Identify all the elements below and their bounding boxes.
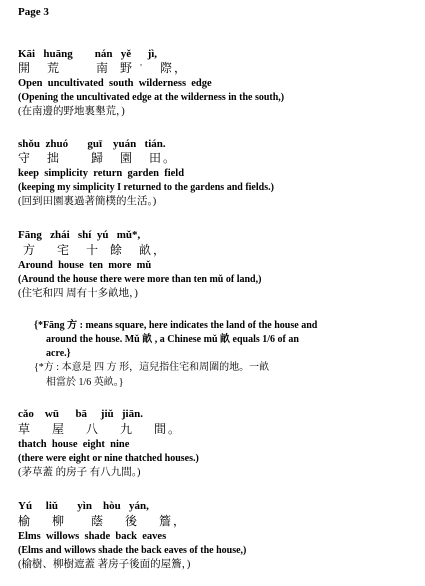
chinese-line: 草 屋 八 九 間。 (18, 422, 183, 436)
english-translation: (Elms and willows shade the back eaves of the house,) (18, 545, 247, 556)
chinese-line: 守 拙 歸 園 田。 (18, 151, 178, 165)
english-gloss-line: keep simplicity return garden field (18, 168, 185, 179)
english-gloss-line: thatch house eight nine (18, 439, 130, 450)
chinese-translation: (住宅和四 周有十多畝地，) (18, 288, 138, 299)
pinyin-line: Yú liǔ yìn hòu yán, (18, 500, 149, 512)
footnote-chinese-2: 相當於 1/6 英畝。} (46, 377, 124, 388)
english-translation: (Around the house there were more than ten mǔ of land,) (18, 274, 262, 285)
english-gloss-line: Around house ten more mǔ (18, 260, 152, 271)
chinese-translation: (回到田園裏過著簡樸的生活。) (18, 196, 157, 207)
pinyin-line: shǒu zhuó guī yuán tián. (18, 138, 166, 150)
chinese-translation: (榆樹、柳樹遮蓋 著房子後面的屋簷，) (18, 559, 191, 570)
footnote-english-1: {*Fāng 方 : means square, here indicates the land of the house and (34, 320, 318, 331)
chinese-translation: (茅草蓋 的房子 有八九間。) (18, 467, 141, 478)
pinyin-line: cǎo wū bā jiǔ jiān. (18, 408, 143, 420)
english-gloss-line: Open uncultivated south wilderness edge (18, 78, 212, 89)
chinese-translation: (在南邊的野地裏墾荒，) (18, 106, 125, 117)
english-translation: (keeping my simplicity I returned to the gardens and fields.) (18, 182, 274, 193)
english-translation: (there were eight or nine thatched houses.) (18, 453, 199, 464)
footnote-english-3: acre.} (46, 348, 71, 359)
footnote-chinese-1: {*方 : 本意是 四 方 形，這兒指住宅和周圍的地。一畝 (34, 362, 270, 373)
chinese-line: 開 荒 南 野 ˙ 際， (18, 61, 188, 75)
chinese-line: 方 宅 十 餘 畝， (18, 243, 168, 257)
pinyin-line: Kāi huāng nán yě jì, (18, 48, 158, 60)
english-translation: (Opening the uncultivated edge at the wilderness in the south,) (18, 92, 285, 103)
pinyin-line: Fāng zhái shí yú mǔ*, (18, 229, 141, 241)
footnote-english-2: around the house. Mǔ 畝 , a Chinese mǔ 畝 equals 1/6 of an (46, 334, 299, 345)
page-number: Page 3 (18, 6, 49, 18)
chinese-line: 榆 柳 蔭 後 簷， (18, 514, 188, 528)
english-gloss-line: Elms willows shade back eaves (18, 531, 167, 542)
